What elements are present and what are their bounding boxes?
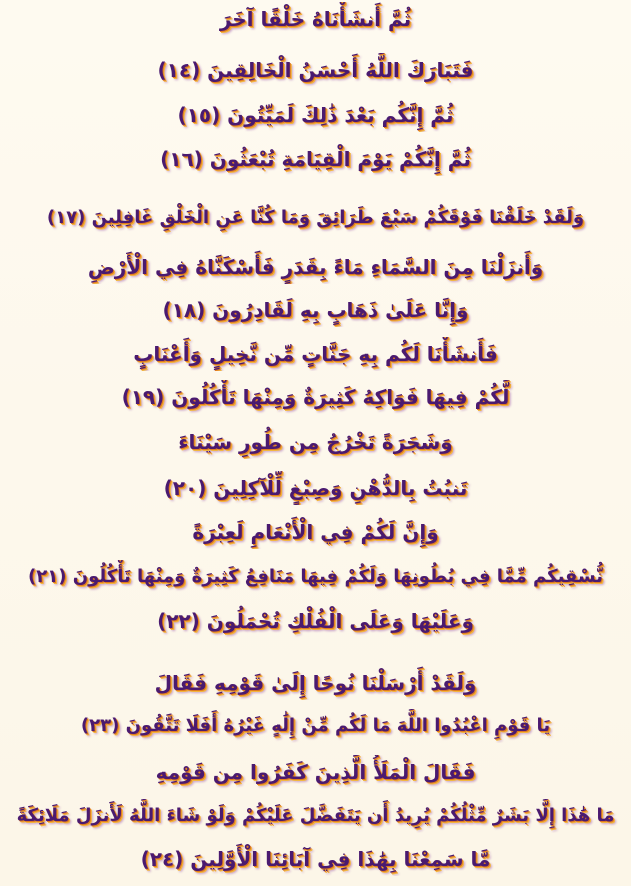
- verse-line: وَعَلَيْهَا وَعَلَى الْفُلْكِ تُحْمَلُونَ (٢٢): [157, 609, 474, 633]
- verse-line: يَا قَوْمِ اعْبُدُوا اللَّهَ مَا لَكُم مِّنْ إِلَٰهٍ غَيْرُهُ أَفَلَا تَتَّقُونَ (٢٣): [80, 715, 551, 736]
- verse-line: فَأَنشَأْنَا لَكُم بِهِ جَنَّاتٍ مِّن نَّخِيلٍ وَأَعْنَابٍ: [133, 342, 498, 366]
- verse-line: وَلَقَدْ خَلَقْنَا فَوْقَكُمْ سَبْعَ طَرَائِقَ وَمَا كُنَّا عَنِ الْخَلْقِ غَافِلِينَ (١٧): [46, 207, 585, 228]
- verse-line: فَقَالَ الْمَلَأُ الَّذِينَ كَفَرُوا مِن قَوْمِهِ: [155, 760, 476, 784]
- verse-line: تَنبُتُ بِالدُّهْنِ وَصِبْغٍ لِّلْآكِلِينَ (٢٠): [163, 476, 468, 500]
- verse-line: مَا هَٰذَا إِلَّا بَشَرٌ مِّثْلُكُمْ يُرِيدُ أَن يَتَفَضَّلَ عَلَيْكُمْ وَلَوْ شَاءَ اللَّهُ لَأَنزَلَ مَلَائِكَةً: [16, 805, 615, 826]
- verse-line: وَإِنَّا عَلَىٰ ذَهَابٍ بِهِ لَقَادِرُونَ (١٨): [162, 298, 469, 322]
- verse-line: لَّكُمْ فِيهَا فَوَاكِهُ كَثِيرَةٌ وَمِنْهَا تَأْكُلُونَ (١٩): [121, 385, 510, 409]
- verse-line: فَتَبَارَكَ اللَّهُ أَحْسَنُ الْخَالِقِينَ (١٤): [157, 58, 474, 82]
- verse-line: وَإِنَّ لَكُمْ فِي الْأَنْعَامِ لَعِبْرَةً: [192, 520, 439, 544]
- verse-line: نُّسْقِيكُم مِّمَّا فِي بُطُونِهَا وَلَكُمْ فِيهَا مَنَافِعُ كَثِيرَةٌ وَمِنْهَا تَأْكُلُونَ (٢١): [28, 566, 603, 587]
- verse-line: مَّا سَمِعْنَا بِهَٰذَا فِي آبَائِنَا الْأَوَّلِينَ (٢٤): [140, 847, 491, 871]
- verse-line: وَأَنزَلْنَا مِنَ السَّمَاءِ مَاءً بِقَدَرٍ فَأَسْكَنَّاهُ فِي الْأَرْضِ: [87, 255, 544, 279]
- verse-line: وَشَجَرَةً تَخْرُجُ مِن طُورِ سَيْنَاءَ: [178, 430, 453, 454]
- verse-line: ثُمَّ إِنَّكُمْ يَوْمَ الْقِيَامَةِ تُبْعَثُونَ (١٦): [160, 147, 471, 171]
- verse-line: ثُمَّ إِنَّكُم بَعْدَ ذَٰلِكَ لَمَيِّتُونَ (١٥): [177, 103, 454, 127]
- verse-line: وَلَقَدْ أَرْسَلْنَا نُوحًا إِلَىٰ قَوْمِهِ فَقَالَ: [154, 671, 477, 695]
- verse-line: ثُمَّ أَنشَأْنَاهُ خَلْقًا آخَرَ: [219, 7, 412, 31]
